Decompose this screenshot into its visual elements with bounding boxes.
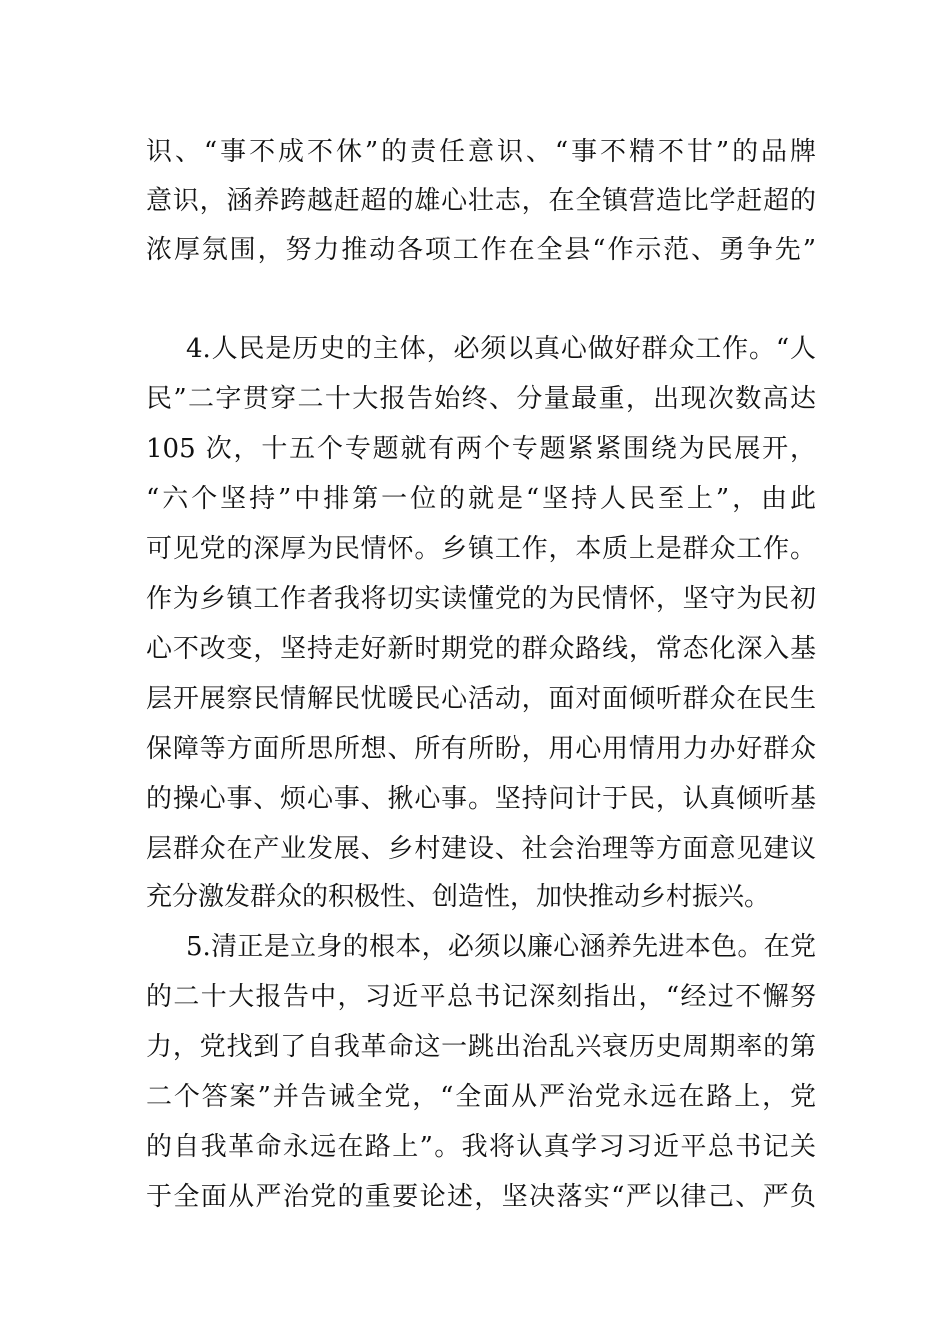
paragraph-line: 意识，涵养跨越赶超的雄心壮志，在全镇营造比学赶超的 [146, 186, 816, 216]
paragraph-line: 识、“事不成不休”的责任意识、“事不精不甘”的品牌 [146, 137, 816, 167]
paragraph-line: 力，党找到了自我革命这一跳出治乱兴衰历史周期率的第 [146, 1032, 816, 1062]
paragraph-line: 于全面从严治党的重要论述，坚决落实“严以律己、严负 [146, 1182, 816, 1212]
paragraph-line: 5.清正是立身的根本，必须以廉心涵养先进本色。在党 [186, 932, 816, 962]
paragraph-line: “六个坚持”中排第一位的就是“坚持人民至上”，由此 [146, 484, 816, 514]
paragraph-line: 民”二字贯穿二十大报告始终、分量最重，出现次数高达 [146, 384, 816, 414]
paragraph-line: 的二十大报告中，习近平总书记深刻指出，“经过不懈努 [146, 982, 816, 1012]
paragraph-line: 的操心事、烦心事、揪心事。坚持问计于民，认真倾听基 [146, 784, 816, 814]
paragraph-line: 心不改变，坚持走好新时期党的群众路线，常态化深入基 [146, 634, 816, 664]
paragraph-line: 4.人民是历史的主体，必须以真心做好群众工作。“人 [186, 334, 816, 364]
paragraph-line: 二个答案”并告诫全党，“全面从严治党永远在路上，党 [146, 1082, 816, 1112]
paragraph-line: 作为乡镇工作者我将切实读懂党的为民情怀，坚守为民初 [146, 584, 816, 614]
paragraph-line: 充分激发群众的积极性、创造性，加快推动乡村振兴。 [146, 882, 771, 912]
paragraph-line: 105 次，十五个专题就有两个专题紧紧围绕为民展开， [146, 434, 816, 464]
paragraph-line: 层群众在产业发展、乡村建设、社会治理等方面意见建议 [146, 834, 816, 864]
paragraph-line: 保障等方面所思所想、所有所盼，用心用情用力办好群众 [146, 734, 816, 764]
paragraph-line: 层开展察民情解民忧暖民心活动，面对面倾听群众在民生 [146, 684, 816, 714]
paragraph-line: 浓厚氛围，努力推动各项工作在全县“作示范、勇争先” [146, 235, 816, 265]
paragraph-line: 的自我革命永远在路上”。我将认真学习习近平总书记关 [146, 1132, 816, 1162]
paragraph-line: 可见党的深厚为民情怀。乡镇工作，本质上是群众工作。 [146, 534, 816, 564]
